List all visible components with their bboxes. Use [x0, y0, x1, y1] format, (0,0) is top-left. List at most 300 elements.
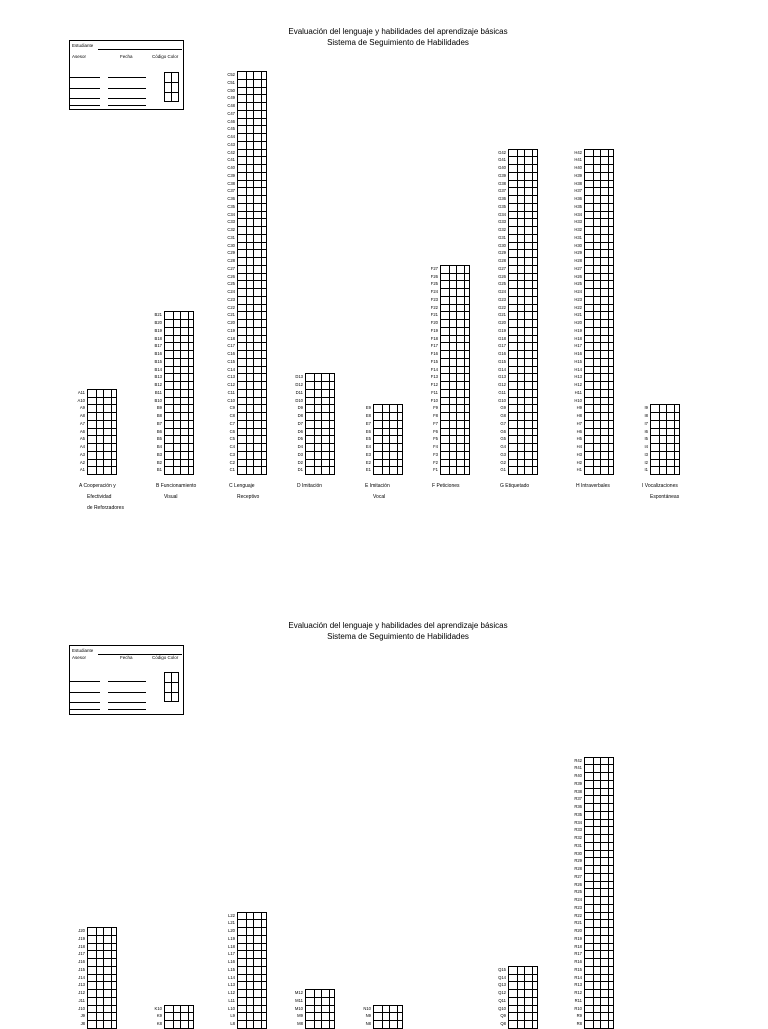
- skill-score-cell[interactable]: [650, 404, 680, 413]
- skill-score-cell[interactable]: [508, 412, 538, 421]
- skill-score-cell[interactable]: [440, 404, 470, 413]
- skill-score-cell[interactable]: [440, 373, 470, 382]
- skill-score-cell[interactable]: [87, 420, 117, 429]
- skill-score-cell[interactable]: [650, 443, 680, 452]
- skill-score-cell[interactable]: [164, 412, 194, 421]
- skill-score-cell[interactable]: [237, 164, 267, 173]
- skill-score-cell[interactable]: [508, 989, 538, 998]
- skill-score-cell[interactable]: [305, 404, 335, 413]
- skill-score-cell[interactable]: [508, 257, 538, 266]
- skill-score-cell[interactable]: [87, 451, 117, 460]
- skill-score-cell[interactable]: [373, 1012, 403, 1021]
- skill-score-cell[interactable]: [305, 389, 335, 398]
- skill-score-cell[interactable]: [237, 451, 267, 460]
- skill-score-cell[interactable]: [164, 420, 194, 429]
- skill-score-cell[interactable]: [584, 358, 614, 367]
- skill-score-cell[interactable]: [508, 404, 538, 413]
- skill-score-cell[interactable]: [584, 397, 614, 406]
- skill-score-cell[interactable]: [584, 912, 614, 921]
- skill-score-cell[interactable]: [237, 935, 267, 944]
- skill-score-cell[interactable]: [440, 389, 470, 398]
- skill-score-cell[interactable]: [508, 319, 538, 328]
- skill-score-cell[interactable]: [237, 304, 267, 313]
- skill-score-cell[interactable]: [237, 226, 267, 235]
- skill-score-cell[interactable]: [87, 404, 117, 413]
- skill-score-cell[interactable]: [237, 87, 267, 96]
- skill-score-cell[interactable]: [440, 366, 470, 375]
- skill-score-cell[interactable]: [650, 435, 680, 444]
- skill-score-cell[interactable]: [373, 420, 403, 429]
- skill-score-cell[interactable]: [305, 989, 335, 998]
- skill-score-cell[interactable]: [87, 397, 117, 406]
- skill-score-cell[interactable]: [305, 443, 335, 452]
- skill-score-cell[interactable]: [237, 974, 267, 983]
- skill-score-cell[interactable]: [87, 974, 117, 983]
- skill-score-cell[interactable]: [508, 981, 538, 990]
- skill-score-cell[interactable]: [237, 997, 267, 1006]
- skill-score-cell[interactable]: [237, 912, 267, 921]
- skill-score-cell[interactable]: [584, 443, 614, 452]
- skill-score-cell[interactable]: [305, 451, 335, 460]
- skill-score-cell[interactable]: [237, 966, 267, 975]
- skill-score-cell[interactable]: [237, 1020, 267, 1029]
- skill-score-cell[interactable]: [508, 304, 538, 313]
- skill-score-cell[interactable]: [164, 319, 194, 328]
- skill-score-cell[interactable]: [584, 296, 614, 305]
- skill-score-cell[interactable]: [237, 943, 267, 952]
- skill-score-cell[interactable]: [237, 288, 267, 297]
- skill-score-cell[interactable]: [237, 435, 267, 444]
- skill-score-cell[interactable]: [237, 257, 267, 266]
- skill-score-cell[interactable]: [237, 428, 267, 437]
- skill-score-cell[interactable]: [164, 358, 194, 367]
- skill-score-cell[interactable]: [237, 125, 267, 134]
- skill-score-cell[interactable]: [305, 1020, 335, 1029]
- skill-score-cell[interactable]: [584, 943, 614, 952]
- skill-score-cell[interactable]: [584, 857, 614, 866]
- skill-score-cell[interactable]: [584, 149, 614, 158]
- skill-score-cell[interactable]: [237, 71, 267, 80]
- skill-score-cell[interactable]: [584, 265, 614, 274]
- skill-score-cell[interactable]: [237, 381, 267, 390]
- skill-score-cell[interactable]: [237, 466, 267, 475]
- skill-score-cell[interactable]: [237, 180, 267, 189]
- skill-score-cell[interactable]: [584, 788, 614, 797]
- skill-score-cell[interactable]: [584, 257, 614, 266]
- skill-score-cell[interactable]: [87, 966, 117, 975]
- skill-score-cell[interactable]: [508, 156, 538, 165]
- skill-score-cell[interactable]: [237, 242, 267, 251]
- skill-score-cell[interactable]: [584, 873, 614, 882]
- skill-score-cell[interactable]: [584, 164, 614, 173]
- skill-score-cell[interactable]: [237, 94, 267, 103]
- skill-score-cell[interactable]: [373, 435, 403, 444]
- skill-score-cell[interactable]: [650, 428, 680, 437]
- skill-score-cell[interactable]: [164, 459, 194, 468]
- skill-score-cell[interactable]: [237, 327, 267, 336]
- skill-score-cell[interactable]: [584, 420, 614, 429]
- skill-score-cell[interactable]: [440, 280, 470, 289]
- skill-score-cell[interactable]: [440, 350, 470, 359]
- skill-score-cell[interactable]: [508, 435, 538, 444]
- skill-score-cell[interactable]: [164, 451, 194, 460]
- skill-score-cell[interactable]: [440, 358, 470, 367]
- skill-score-cell[interactable]: [508, 389, 538, 398]
- skill-score-cell[interactable]: [650, 412, 680, 421]
- skill-score-cell[interactable]: [87, 443, 117, 452]
- skill-score-cell[interactable]: [584, 156, 614, 165]
- skill-score-cell[interactable]: [305, 459, 335, 468]
- skill-score-cell[interactable]: [584, 335, 614, 344]
- skill-score-cell[interactable]: [164, 1020, 194, 1029]
- skill-score-cell[interactable]: [508, 459, 538, 468]
- skill-score-cell[interactable]: [584, 795, 614, 804]
- skill-score-cell[interactable]: [508, 280, 538, 289]
- skill-score-cell[interactable]: [508, 180, 538, 189]
- skill-score-cell[interactable]: [508, 997, 538, 1006]
- skill-score-cell[interactable]: [650, 451, 680, 460]
- skill-score-cell[interactable]: [508, 966, 538, 975]
- skill-score-cell[interactable]: [164, 404, 194, 413]
- skill-score-cell[interactable]: [237, 218, 267, 227]
- skill-score-cell[interactable]: [237, 958, 267, 967]
- skill-score-cell[interactable]: [508, 226, 538, 235]
- skill-score-cell[interactable]: [164, 397, 194, 406]
- skill-score-cell[interactable]: [237, 273, 267, 282]
- skill-score-cell[interactable]: [584, 811, 614, 820]
- skill-score-cell[interactable]: [584, 180, 614, 189]
- skill-score-cell[interactable]: [237, 280, 267, 289]
- skill-score-cell[interactable]: [164, 1012, 194, 1021]
- skill-score-cell[interactable]: [584, 881, 614, 890]
- skill-score-cell[interactable]: [305, 1012, 335, 1021]
- skill-score-cell[interactable]: [584, 280, 614, 289]
- skill-score-cell[interactable]: [584, 826, 614, 835]
- skill-score-cell[interactable]: [237, 412, 267, 421]
- skill-score-cell[interactable]: [584, 381, 614, 390]
- skill-score-cell[interactable]: [584, 958, 614, 967]
- skill-score-cell[interactable]: [584, 981, 614, 990]
- skill-score-cell[interactable]: [508, 203, 538, 212]
- skill-score-cell[interactable]: [508, 381, 538, 390]
- skill-score-cell[interactable]: [584, 803, 614, 812]
- skill-score-cell[interactable]: [584, 834, 614, 843]
- skill-score-cell[interactable]: [584, 989, 614, 998]
- skill-score-cell[interactable]: [584, 195, 614, 204]
- skill-score-cell[interactable]: [584, 950, 614, 959]
- skill-score-cell[interactable]: [508, 366, 538, 375]
- skill-score-cell[interactable]: [440, 435, 470, 444]
- skill-score-cell[interactable]: [164, 435, 194, 444]
- skill-score-cell[interactable]: [87, 389, 117, 398]
- skill-score-cell[interactable]: [305, 1005, 335, 1014]
- skill-score-cell[interactable]: [508, 242, 538, 251]
- skill-score-cell[interactable]: [373, 428, 403, 437]
- skill-score-cell[interactable]: [87, 1005, 117, 1014]
- skill-score-cell[interactable]: [305, 997, 335, 1006]
- skill-score-cell[interactable]: [305, 428, 335, 437]
- skill-score-cell[interactable]: [87, 466, 117, 475]
- skill-score-cell[interactable]: [237, 1005, 267, 1014]
- skill-score-cell[interactable]: [87, 1012, 117, 1021]
- skill-score-cell[interactable]: [650, 459, 680, 468]
- skill-score-cell[interactable]: [305, 466, 335, 475]
- skill-score-cell[interactable]: [87, 1020, 117, 1029]
- skill-score-cell[interactable]: [584, 218, 614, 227]
- skill-score-cell[interactable]: [373, 412, 403, 421]
- skill-score-cell[interactable]: [373, 1005, 403, 1014]
- skill-score-cell[interactable]: [508, 342, 538, 351]
- skill-score-cell[interactable]: [87, 435, 117, 444]
- skill-score-cell[interactable]: [87, 989, 117, 998]
- skill-score-cell[interactable]: [164, 443, 194, 452]
- skill-score-cell[interactable]: [440, 273, 470, 282]
- skill-score-cell[interactable]: [237, 404, 267, 413]
- skill-score-cell[interactable]: [440, 412, 470, 421]
- skill-score-cell[interactable]: [584, 896, 614, 905]
- skill-score-cell[interactable]: [237, 234, 267, 243]
- skill-score-cell[interactable]: [508, 249, 538, 258]
- skill-score-cell[interactable]: [237, 141, 267, 150]
- skill-score-cell[interactable]: [584, 187, 614, 196]
- skill-score-cell[interactable]: [584, 935, 614, 944]
- skill-score-cell[interactable]: [508, 466, 538, 475]
- skill-score-cell[interactable]: [584, 842, 614, 851]
- skill-score-cell[interactable]: [584, 819, 614, 828]
- skill-score-cell[interactable]: [440, 304, 470, 313]
- skill-score-cell[interactable]: [584, 304, 614, 313]
- skill-score-cell[interactable]: [508, 149, 538, 158]
- skill-score-cell[interactable]: [584, 211, 614, 220]
- skill-score-cell[interactable]: [508, 397, 538, 406]
- skill-score-cell[interactable]: [508, 350, 538, 359]
- skill-score-cell[interactable]: [305, 412, 335, 421]
- skill-score-cell[interactable]: [508, 1012, 538, 1021]
- skill-score-cell[interactable]: [508, 311, 538, 320]
- skill-score-cell[interactable]: [584, 966, 614, 975]
- skill-score-cell[interactable]: [164, 1005, 194, 1014]
- skill-score-cell[interactable]: [584, 850, 614, 859]
- skill-score-cell[interactable]: [584, 327, 614, 336]
- skill-score-cell[interactable]: [584, 172, 614, 181]
- skill-score-cell[interactable]: [584, 311, 614, 320]
- skill-score-cell[interactable]: [237, 195, 267, 204]
- skill-score-cell[interactable]: [237, 927, 267, 936]
- skill-score-cell[interactable]: [584, 366, 614, 375]
- skill-score-cell[interactable]: [440, 466, 470, 475]
- skill-score-cell[interactable]: [508, 1005, 538, 1014]
- skill-score-cell[interactable]: [305, 397, 335, 406]
- skill-score-cell[interactable]: [87, 459, 117, 468]
- skill-score-cell[interactable]: [237, 335, 267, 344]
- skill-score-cell[interactable]: [237, 389, 267, 398]
- skill-score-cell[interactable]: [584, 428, 614, 437]
- skill-score-cell[interactable]: [584, 1012, 614, 1021]
- skill-score-cell[interactable]: [584, 373, 614, 382]
- skill-score-cell[interactable]: [584, 234, 614, 243]
- skill-score-cell[interactable]: [584, 404, 614, 413]
- skill-score-cell[interactable]: [237, 187, 267, 196]
- skill-score-cell[interactable]: [508, 335, 538, 344]
- skill-score-cell[interactable]: [508, 164, 538, 173]
- skill-score-cell[interactable]: [373, 1020, 403, 1029]
- skill-score-cell[interactable]: [508, 420, 538, 429]
- skill-score-cell[interactable]: [584, 974, 614, 983]
- skill-score-cell[interactable]: [440, 327, 470, 336]
- skill-score-cell[interactable]: [164, 389, 194, 398]
- skill-score-cell[interactable]: [87, 958, 117, 967]
- skill-score-cell[interactable]: [164, 373, 194, 382]
- skill-score-cell[interactable]: [584, 350, 614, 359]
- skill-score-cell[interactable]: [440, 459, 470, 468]
- skill-score-cell[interactable]: [87, 412, 117, 421]
- skill-score-cell[interactable]: [584, 412, 614, 421]
- skill-score-cell[interactable]: [584, 865, 614, 874]
- skill-score-cell[interactable]: [164, 428, 194, 437]
- skill-score-cell[interactable]: [237, 296, 267, 305]
- skill-score-cell[interactable]: [440, 319, 470, 328]
- skill-score-cell[interactable]: [440, 443, 470, 452]
- skill-score-cell[interactable]: [237, 203, 267, 212]
- skill-score-cell[interactable]: [584, 772, 614, 781]
- skill-score-cell[interactable]: [584, 997, 614, 1006]
- skill-score-cell[interactable]: [440, 265, 470, 274]
- skill-score-cell[interactable]: [237, 149, 267, 158]
- skill-score-cell[interactable]: [164, 350, 194, 359]
- skill-score-cell[interactable]: [87, 943, 117, 952]
- skill-score-cell[interactable]: [237, 1012, 267, 1021]
- skill-score-cell[interactable]: [87, 428, 117, 437]
- skill-score-cell[interactable]: [237, 118, 267, 127]
- skill-score-cell[interactable]: [584, 466, 614, 475]
- skill-score-cell[interactable]: [305, 435, 335, 444]
- skill-score-cell[interactable]: [237, 366, 267, 375]
- skill-score-cell[interactable]: [440, 342, 470, 351]
- skill-score-cell[interactable]: [237, 350, 267, 359]
- skill-score-cell[interactable]: [584, 389, 614, 398]
- skill-score-cell[interactable]: [584, 203, 614, 212]
- skill-score-cell[interactable]: [373, 459, 403, 468]
- skill-score-cell[interactable]: [237, 133, 267, 142]
- skill-score-cell[interactable]: [237, 79, 267, 88]
- skill-score-cell[interactable]: [164, 366, 194, 375]
- skill-score-cell[interactable]: [237, 459, 267, 468]
- skill-score-cell[interactable]: [164, 327, 194, 336]
- skill-score-cell[interactable]: [237, 443, 267, 452]
- skill-score-cell[interactable]: [584, 919, 614, 928]
- skill-score-cell[interactable]: [87, 935, 117, 944]
- skill-score-cell[interactable]: [650, 420, 680, 429]
- skill-score-cell[interactable]: [508, 974, 538, 983]
- skill-score-cell[interactable]: [237, 981, 267, 990]
- skill-score-cell[interactable]: [440, 381, 470, 390]
- skill-score-cell[interactable]: [508, 1020, 538, 1029]
- skill-score-cell[interactable]: [237, 373, 267, 382]
- skill-score-cell[interactable]: [440, 296, 470, 305]
- skill-score-cell[interactable]: [373, 404, 403, 413]
- skill-score-cell[interactable]: [440, 288, 470, 297]
- skill-score-cell[interactable]: [373, 451, 403, 460]
- skill-score-cell[interactable]: [237, 156, 267, 165]
- skill-score-cell[interactable]: [508, 358, 538, 367]
- skill-score-cell[interactable]: [164, 342, 194, 351]
- skill-score-cell[interactable]: [87, 981, 117, 990]
- skill-score-cell[interactable]: [440, 451, 470, 460]
- skill-score-cell[interactable]: [508, 195, 538, 204]
- skill-score-cell[interactable]: [508, 296, 538, 305]
- skill-score-cell[interactable]: [237, 311, 267, 320]
- skill-score-cell[interactable]: [584, 226, 614, 235]
- skill-score-cell[interactable]: [237, 420, 267, 429]
- skill-score-cell[interactable]: [584, 435, 614, 444]
- skill-score-cell[interactable]: [584, 1020, 614, 1029]
- skill-score-cell[interactable]: [508, 288, 538, 297]
- skill-score-cell[interactable]: [237, 211, 267, 220]
- skill-score-cell[interactable]: [373, 466, 403, 475]
- skill-score-cell[interactable]: [584, 249, 614, 258]
- skill-score-cell[interactable]: [164, 466, 194, 475]
- skill-score-cell[interactable]: [508, 273, 538, 282]
- skill-score-cell[interactable]: [584, 780, 614, 789]
- skill-score-cell[interactable]: [440, 420, 470, 429]
- skill-score-cell[interactable]: [584, 273, 614, 282]
- skill-score-cell[interactable]: [584, 319, 614, 328]
- skill-score-cell[interactable]: [237, 249, 267, 258]
- skill-score-cell[interactable]: [508, 428, 538, 437]
- skill-score-cell[interactable]: [584, 764, 614, 773]
- skill-score-cell[interactable]: [508, 443, 538, 452]
- skill-score-cell[interactable]: [87, 927, 117, 936]
- skill-score-cell[interactable]: [373, 443, 403, 452]
- skill-score-cell[interactable]: [237, 110, 267, 119]
- skill-score-cell[interactable]: [237, 102, 267, 111]
- skill-score-cell[interactable]: [508, 327, 538, 336]
- skill-score-cell[interactable]: [584, 459, 614, 468]
- skill-score-cell[interactable]: [440, 428, 470, 437]
- skill-score-cell[interactable]: [508, 265, 538, 274]
- skill-score-cell[interactable]: [584, 904, 614, 913]
- skill-score-cell[interactable]: [508, 187, 538, 196]
- skill-score-cell[interactable]: [87, 997, 117, 1006]
- skill-score-cell[interactable]: [237, 358, 267, 367]
- skill-score-cell[interactable]: [237, 172, 267, 181]
- skill-score-cell[interactable]: [440, 311, 470, 320]
- skill-score-cell[interactable]: [237, 950, 267, 959]
- skill-score-cell[interactable]: [237, 397, 267, 406]
- skill-score-cell[interactable]: [164, 311, 194, 320]
- skill-score-cell[interactable]: [650, 466, 680, 475]
- skill-score-cell[interactable]: [87, 950, 117, 959]
- skill-score-cell[interactable]: [508, 172, 538, 181]
- skill-score-cell[interactable]: [584, 927, 614, 936]
- skill-score-cell[interactable]: [164, 335, 194, 344]
- skill-score-cell[interactable]: [584, 757, 614, 766]
- skill-score-cell[interactable]: [305, 420, 335, 429]
- skill-score-cell[interactable]: [508, 218, 538, 227]
- skill-score-cell[interactable]: [237, 919, 267, 928]
- skill-score-cell[interactable]: [584, 288, 614, 297]
- skill-score-cell[interactable]: [584, 1005, 614, 1014]
- skill-score-cell[interactable]: [305, 381, 335, 390]
- skill-score-cell[interactable]: [440, 335, 470, 344]
- skill-score-cell[interactable]: [237, 342, 267, 351]
- skill-score-cell[interactable]: [508, 373, 538, 382]
- skill-score-cell[interactable]: [508, 211, 538, 220]
- skill-score-cell[interactable]: [584, 451, 614, 460]
- skill-score-cell[interactable]: [508, 234, 538, 243]
- skill-score-cell[interactable]: [584, 242, 614, 251]
- skill-score-cell[interactable]: [237, 989, 267, 998]
